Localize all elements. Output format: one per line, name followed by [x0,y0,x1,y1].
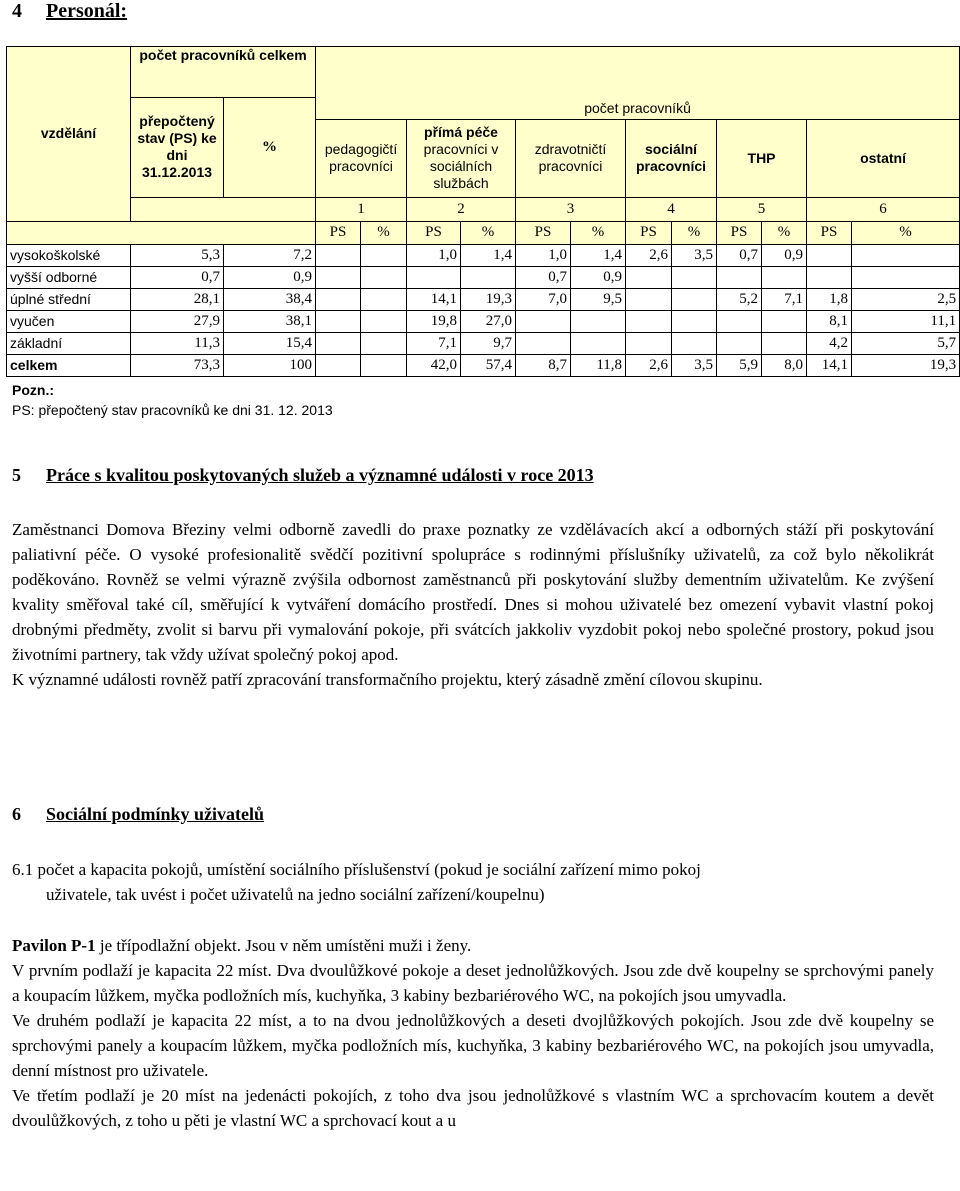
table-row [7,288,960,310]
subheader-ps: PS [516,221,571,244]
pavilon-intro-text: je třípodlažní objekt. Jsou v něm umístěni muži i ženy. [95,936,472,955]
header-vzdelani: vzdělání [7,47,131,222]
section-5-title: Práce s kvalitou poskytovaných služeb a významné události v roce 2013 [46,465,594,485]
col-number-2: 2 [407,197,516,221]
section-5-heading [12,465,594,486]
subheader-ps: PS [717,221,762,244]
table-cell: 2,6 [626,244,672,266]
subsection-6-1 [12,857,934,907]
section-6-number: 6 [12,804,21,824]
table-cell: 1,0 [516,244,571,266]
table-row [7,354,960,376]
subsection-6-1-text-2: uživatele, tak uvést i počet uživatelů na jedno sociální zařízení/koupelnu) [46,885,545,904]
table-cell: 5,2 [717,288,762,310]
table-cell [672,266,717,288]
pavilon-name: Pavilon P-1 [12,936,96,955]
table-cell: 100 [224,354,316,376]
table-cell: 42,0 [407,354,461,376]
table-cell [717,332,762,354]
floor-3-text: Ve třetím podlaží je 20 míst na jedenácti pokojích, z toho dva jsou jednolůžkové s vlastním WC a sprchovacím koutem a devět dvoulůžkových, z toho u pěti je vlastní WC a sprchovací kout a u [12,1086,934,1130]
pavilon-intro [12,933,934,958]
table-cell: 0,7 [516,266,571,288]
table-cell: 15,4 [224,332,316,354]
table-cell: 14,1 [807,354,852,376]
floor-1-text: V prvním podlaží je kapacita 22 míst. Dva dvoulůžkové pokoje a deset jednolůžkových. Jsou zde dvě koupelny se sprchovými panely a koupacím lůžkem, myčka podložních mís, kuchyňka, 3 kabiny bezbariérového WC, na pokojích jsou umyvadla. [12,961,934,1005]
subheader-ps: PS [807,221,852,244]
table-cell [571,332,626,354]
section-6-heading [12,804,264,825]
col-number-6: 6 [807,197,960,221]
table-cell [762,310,807,332]
table-cell [626,288,672,310]
section-5-paragraph-2: K významné události rovněž patří zpracování transformačního projektu, který zásadně změní cílovou skupinu. [12,670,763,689]
table-cell [807,266,852,288]
table-cell [626,266,672,288]
section-4-number: 4 [12,0,22,22]
table-cell [316,244,361,266]
table-cell: 11,3 [131,332,224,354]
table-cell [361,244,407,266]
table-cell: 11,8 [571,354,626,376]
row-label: celkem [7,354,131,376]
col-number-5: 5 [717,197,807,221]
table-cell: 1,0 [407,244,461,266]
table-cell: 1,4 [461,244,516,266]
table-row [7,332,960,354]
table-cell: 73,3 [131,354,224,376]
table-cell [852,266,960,288]
table-cell: 11,1 [852,310,960,332]
table-cell [672,288,717,310]
table-cell [516,332,571,354]
table-cell: 38,1 [224,310,316,332]
table-cell: 8,7 [516,354,571,376]
header-pocet-pracovniku: počet pracovníků [316,98,960,120]
table-cell [316,310,361,332]
section-4-heading [12,0,127,23]
table-cell: 5,9 [717,354,762,376]
header-prima-pece [407,119,516,197]
table-cell: 27,0 [461,310,516,332]
table-cell [361,332,407,354]
col-number-4: 4 [626,197,717,221]
table-cell: 0,7 [717,244,762,266]
table-cell [852,244,960,266]
table-cell: 5,7 [852,332,960,354]
table-body [7,244,960,376]
table-cell [626,332,672,354]
subheader-pct: % [672,221,717,244]
table-cell: 0,9 [762,244,807,266]
table-cell [361,288,407,310]
col-number-3: 3 [516,197,626,221]
note-title: Pozn.: [12,382,54,398]
table-cell [407,266,461,288]
header-pedagogicti: pedagogičtí pracovníci [316,119,407,197]
table-cell [626,310,672,332]
table-cell [672,310,717,332]
table-cell: 27,9 [131,310,224,332]
table-cell: 8,1 [807,310,852,332]
table-cell: 7,0 [516,288,571,310]
section-6-title: Sociální podmínky uživatelů [46,804,265,824]
table-cell: 0,9 [224,266,316,288]
table-cell [316,332,361,354]
header-prepocteny-stav: přepočtený stav (PS) ke dni 31.12.2013 [131,98,224,198]
header-zdravotnicti: zdravotničtí pracovníci [516,119,626,197]
header-percent: % [224,98,316,198]
section-5-number: 5 [12,465,21,485]
table-cell [316,288,361,310]
table-cell: 57,4 [461,354,516,376]
row-label: základní [7,332,131,354]
table-cell [762,332,807,354]
section-4-title: Personál: [46,0,128,22]
table-cell: 7,1 [407,332,461,354]
table-cell [717,310,762,332]
table-cell: 2,6 [626,354,672,376]
table-cell: 0,7 [131,266,224,288]
table-cell: 3,5 [672,244,717,266]
table-cell [571,310,626,332]
subheader-ps: PS [316,221,361,244]
table-cell: 4,2 [807,332,852,354]
table-cell [316,354,361,376]
table-cell: 28,1 [131,288,224,310]
header-pocet-celkem: počet pracovníků celkem [131,47,316,98]
table-note [12,380,333,420]
header-pracovnici-ss: pracovníci v sociálních službách [423,141,499,191]
subheader-pct: % [361,221,407,244]
subsection-6-1-number: 6.1 [12,860,34,879]
table-cell [762,266,807,288]
table-cell [361,266,407,288]
table-cell: 3,5 [672,354,717,376]
table-cell: 1,4 [571,244,626,266]
table-cell [461,266,516,288]
table-row [7,310,960,332]
table-cell: 19,3 [461,288,516,310]
table-cell: 7,1 [762,288,807,310]
header-socialni: sociální pracovníci [626,119,717,197]
subheader-ps: PS [626,221,672,244]
table-cell: 9,5 [571,288,626,310]
table-cell: 14,1 [407,288,461,310]
subsection-6-1-text-1: počet a kapacita pokojů, umístění sociálního příslušenství (pokud je sociální zařízení mimo pokoj [37,860,701,879]
header-thp: THP [717,119,807,197]
table-cell: 9,7 [461,332,516,354]
table-cell [807,244,852,266]
subheader-pct: % [461,221,516,244]
table-cell: 5,3 [131,244,224,266]
table-cell: 2,5 [852,288,960,310]
col-number-1: 1 [316,197,407,221]
table-cell [516,310,571,332]
row-label: vyšší odborné [7,266,131,288]
table-cell [672,332,717,354]
row-label: úplné střední [7,288,131,310]
table-cell [361,310,407,332]
section-5-paragraph-1: Zaměstnanci Domova Březiny velmi odborně zavedli do praxe poznatky ze vzdělávacích akcí a odborných stáží při poskytování paliativní péče. O vysoké profesionalitě svědčí pozitivní spolupráce s rodinnými příslušníky uživatelů, za což bylo několikrát poděkováno. Rovněž se velmi výrazně zvýšila odbornost zaměstnanců při poskytování služby dementním uživatelům. Ke zvýšení kvality směřoval také cíl, směřující k vytváření domácího prostředí. Dnes si mohou uživatelé bez omezení vybavit vlastní pokoj drobnými předměty, zvolit si barvu při vymalování pokoje, při svátcích jakkoliv vyzdobit pokoj nebo společné prostory, pokud jsou životními partnery, tak vždy užívat společný pokoj apod. [12,520,934,664]
floor-2-text: Ve druhém podlaží je kapacita 22 míst, a to na dvou jednolůžkových a deseti dvojlůžkových pokojích. Jsou zde dvě koupelny se sprchovými panely a koupacím lůžkem, myčka podložních mís, kuchyňka, 3 kabiny bezbariérového WC, na pokojích jsou umyvadla, denní místnost pro uživatele. [12,1011,934,1080]
table-cell: 38,4 [224,288,316,310]
row-label: vyučen [7,310,131,332]
table-cell: 8,0 [762,354,807,376]
table-cell: 19,8 [407,310,461,332]
staff-table [6,46,960,377]
table-row [7,244,960,266]
subheader-pct: % [571,221,626,244]
subheader-pct: % [762,221,807,244]
pavilon-description [12,933,934,1133]
header-prima-pece-label: přímá péče [424,124,498,140]
table-cell: 7,2 [224,244,316,266]
table-cell [361,354,407,376]
header-ostatni: ostatní [807,119,960,197]
table-cell [717,266,762,288]
subheader-ps: PS [407,221,461,244]
table-cell: 0,9 [571,266,626,288]
table-cell: 19,3 [852,354,960,376]
section-5-body [12,517,934,692]
note-text: PS: přepočtený stav pracovníků ke dni 31. 12. 2013 [12,402,333,418]
table-row [7,266,960,288]
table-cell: 1,8 [807,288,852,310]
row-label: vysokoškolské [7,244,131,266]
subheader-pct: % [852,221,960,244]
table-cell [316,266,361,288]
